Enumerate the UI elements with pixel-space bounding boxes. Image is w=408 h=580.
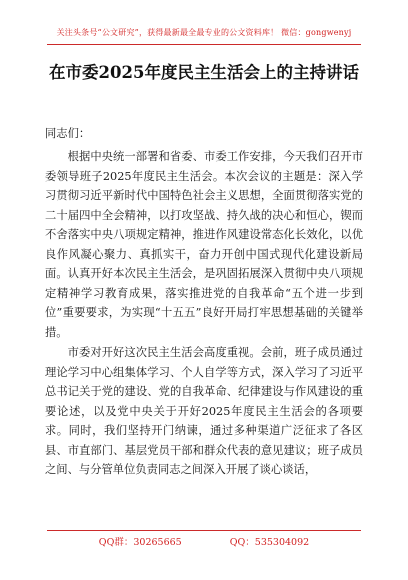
- footer-divider: [47, 530, 361, 531]
- document-title: 在市委2025年度民主生活会上的主持讲话: [49, 63, 359, 82]
- header-divider: [47, 44, 361, 45]
- footer-qq-group: QQ群：30265665: [98, 537, 182, 548]
- body-paragraph-2: 市委对开好这次民主生活会高度重视。会前，班子成员通过理论学习中心组集体学习、个人自学等方式，深入学习了习近平总书记关于党的建设、党的自我革命、纪律建设与作风建设的重要论述，以及党中央关于开好2025年度民主生活会的各项要求。同时，我们坚持开门纳谏，通过多种渠道广泛征求了各区县、市直部门、基层党员干部和群众代表的意见建议；班子成员之间、与分管单位负责同志之间深入开展了谈心谈话，: [45, 346, 363, 476]
- header-banner: 关注头条号“公文研究”，获得最新最全最专业的公文资料库！ 微信：gongwenyj: [56, 28, 352, 37]
- body-paragraph-1: 根据中央统一部署和省委、市委工作安排，今天我们召开市委领导班子2025年度民主生活会。本次会议的主题是：深入学习贯彻习近平新时代中国特色社会主义思想，全面贯彻落实党的二十届四中全会精神，以打攻坚战、持久战的决心和恒心，锲而不舍落实中央八项规定精神，推进作风建设常态化长效化，以优良作风凝心聚力、真抓实干，奋力开创中国式现代化建设新局面。认真开好本次民主生活会，是巩固拓展深入贯彻中央八项规定精神学习教育成果，落实推进党的自我革命“五个进一步到位”重要要求，为实现“十五五”良好开局打牢思想基础的关键举措。: [45, 150, 363, 339]
- footer: [0, 534, 408, 548]
- salutation: 同志们：: [45, 127, 91, 140]
- footer-qq-contact: QQ：535304092: [229, 537, 310, 548]
